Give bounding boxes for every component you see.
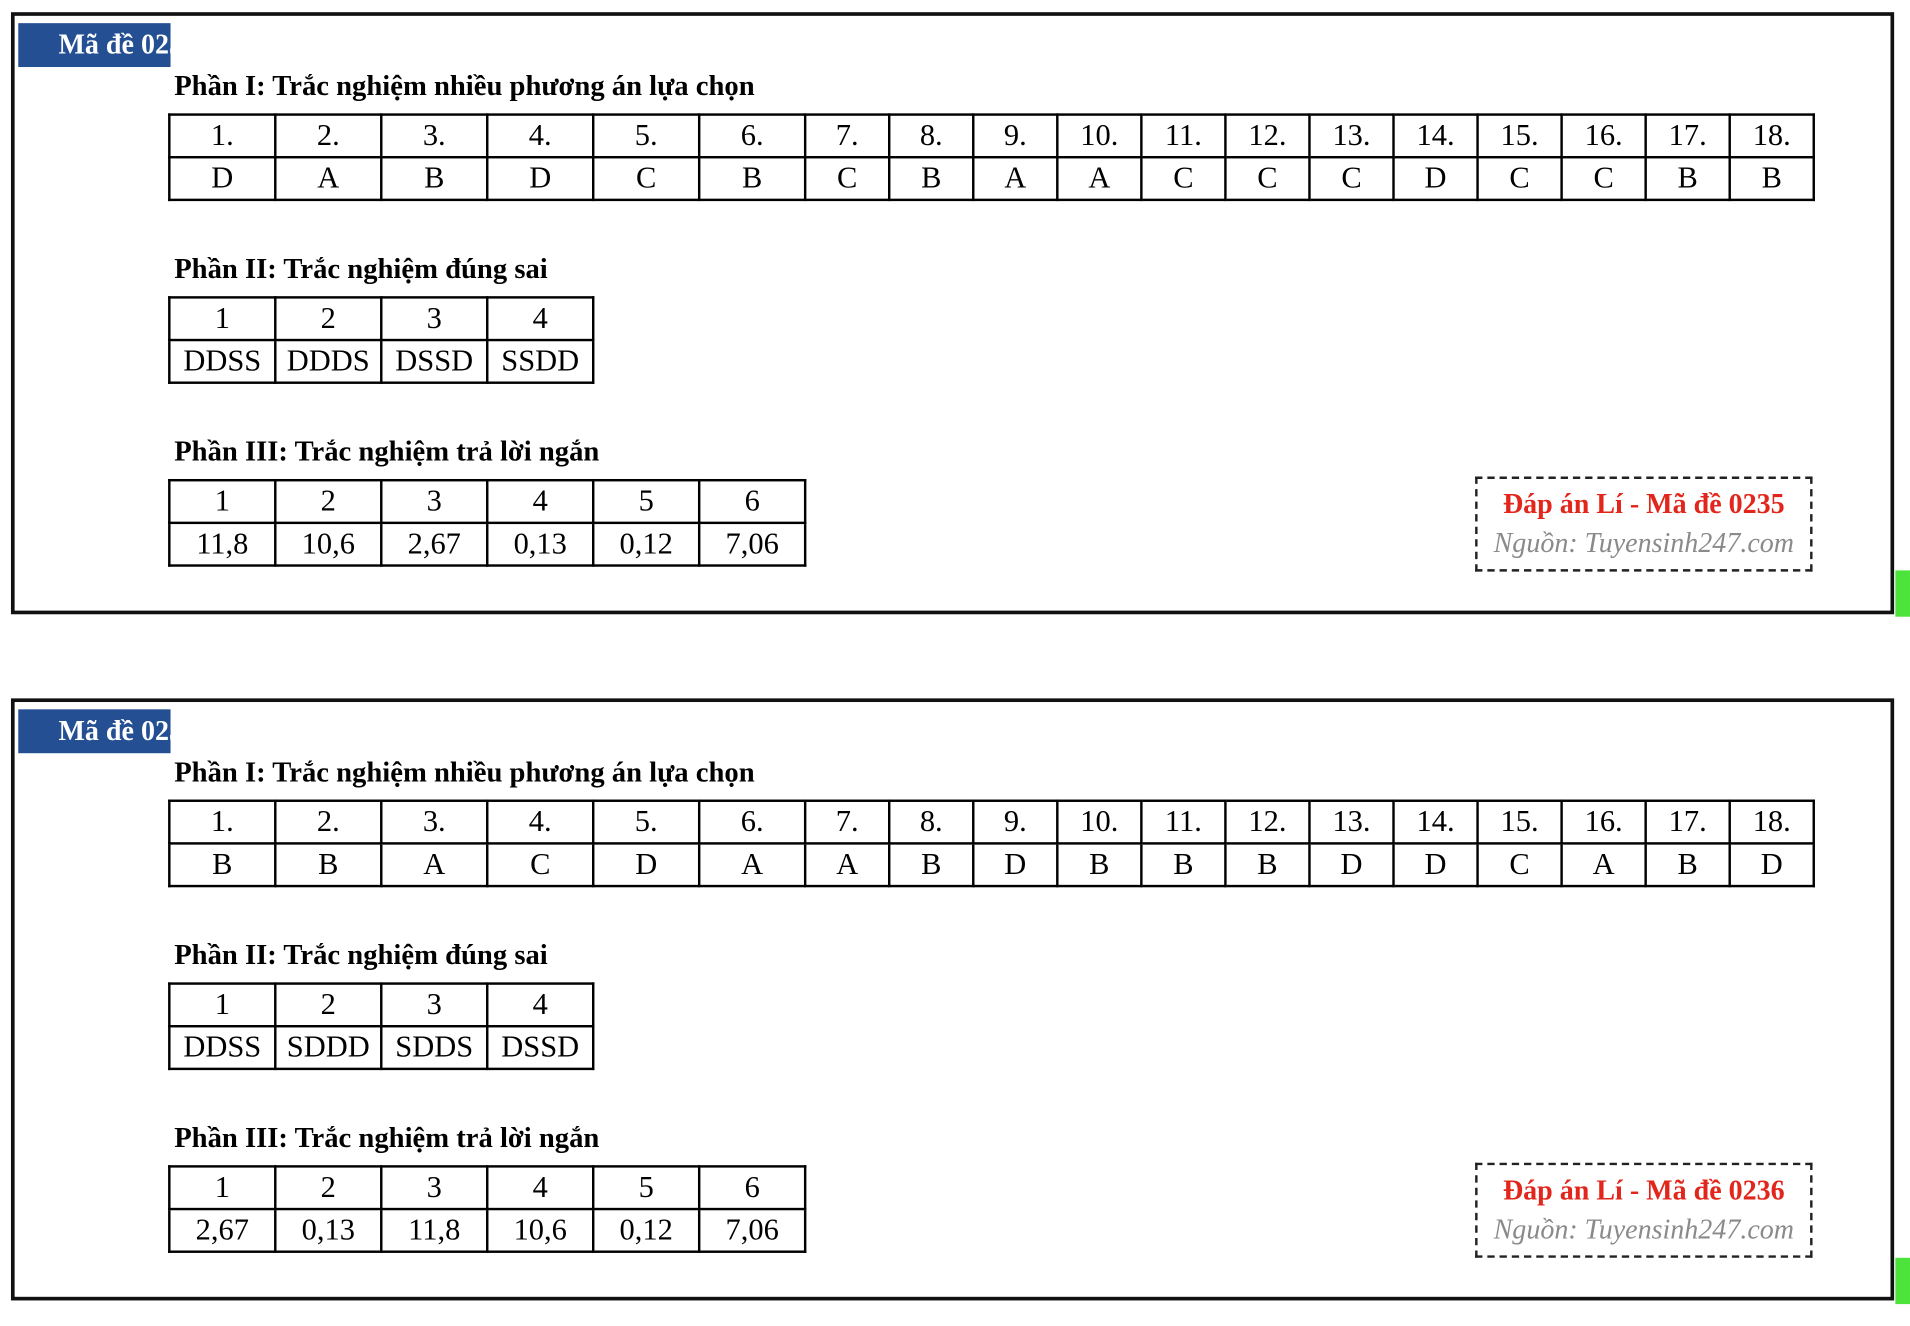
part3-answer-row [169, 1209, 805, 1252]
answer-cell: 0,12 [593, 523, 699, 566]
question-number: 17. [1646, 115, 1730, 158]
part2-table [168, 982, 594, 1070]
question-number: 1. [169, 801, 275, 844]
answer-cell: 7,06 [699, 523, 805, 566]
answer-cell: A [381, 843, 487, 886]
question-number: 7. [805, 115, 889, 158]
answer-cell: C [1478, 157, 1562, 200]
question-number: 5. [593, 115, 699, 158]
answer-cell: A [699, 843, 805, 886]
question-number: 5. [593, 801, 699, 844]
answer-cell: D [1730, 843, 1814, 886]
question-number: 1 [169, 1166, 275, 1209]
answer-cell: C [1225, 157, 1309, 200]
question-number: 8. [889, 115, 973, 158]
question-number: 2 [275, 297, 381, 340]
answer-cell: C [487, 843, 593, 886]
question-number: 11. [1141, 115, 1225, 158]
question-number: 4. [487, 801, 593, 844]
question-number: 13. [1309, 801, 1393, 844]
answer-cell: B [1225, 843, 1309, 886]
source-title: Đáp án Lí - Mã đề 0236 [1502, 1174, 1785, 1206]
part1-title: Phần I: Trắc nghiệm nhiều phương án lựa chọn [174, 70, 755, 103]
answer-cell: B [889, 843, 973, 886]
question-number: 3 [381, 297, 487, 340]
question-number: 10. [1057, 801, 1141, 844]
question-number: 8. [889, 801, 973, 844]
answer-cell: D [487, 157, 593, 200]
question-number: 12. [1225, 115, 1309, 158]
source-url: Nguồn: Tuyensinh247.com [1493, 1213, 1795, 1245]
question-number: 16. [1562, 801, 1646, 844]
question-number: 4 [487, 297, 593, 340]
part2-answer-row [169, 340, 593, 383]
question-number: 2 [275, 1166, 381, 1209]
answer-cell: B [381, 157, 487, 200]
part1-answer-row [169, 843, 1813, 886]
part3-answer-row [169, 523, 805, 566]
answer-cell: C [1562, 157, 1646, 200]
question-number: 3. [381, 801, 487, 844]
answer-cell: A [973, 157, 1057, 200]
answer-cell: C [1141, 157, 1225, 200]
question-number: 2 [275, 984, 381, 1027]
answer-cell: 11,8 [169, 523, 275, 566]
answer-cell: 0,13 [275, 1209, 381, 1252]
exam-code-tab: Mã đề 0236 [18, 709, 170, 753]
answer-cell: 0,13 [487, 523, 593, 566]
answer-cell: C [805, 157, 889, 200]
edge-marker [1895, 570, 1910, 616]
answer-cell: B [169, 843, 275, 886]
answer-cell: D [169, 157, 275, 200]
question-number: 3 [381, 1166, 487, 1209]
question-number: 4. [487, 115, 593, 158]
part2-number-row [169, 297, 593, 340]
question-number: 4 [487, 984, 593, 1027]
answer-cell: B [1730, 157, 1814, 200]
part1-answer-row [169, 157, 1813, 200]
part1-number-row [169, 801, 1813, 844]
answer-cell: 10,6 [275, 523, 381, 566]
answer-cell: B [1646, 843, 1730, 886]
question-number: 13. [1309, 115, 1393, 158]
answer-cell: D [973, 843, 1057, 886]
part3-table [168, 479, 806, 567]
answer-cell: 0,12 [593, 1209, 699, 1252]
answer-cell: C [593, 157, 699, 200]
answer-cell: A [1057, 157, 1141, 200]
answer-cell: DSSD [381, 340, 487, 383]
part3-number-row [169, 1166, 805, 1209]
question-number: 15. [1478, 115, 1562, 158]
question-number: 4 [487, 480, 593, 523]
source-box [1475, 477, 1812, 572]
question-number: 3 [381, 984, 487, 1027]
question-number: 9. [973, 801, 1057, 844]
part2-number-row [169, 984, 593, 1027]
answer-sheet [11, 698, 1894, 1300]
question-number: 1 [169, 984, 275, 1027]
answer-cell: SSDD [487, 340, 593, 383]
part1-number-row [169, 115, 1813, 158]
question-number: 5 [593, 1166, 699, 1209]
question-number: 7. [805, 801, 889, 844]
question-number: 18. [1730, 801, 1814, 844]
question-number: 9. [973, 115, 1057, 158]
answer-cell: C [1309, 157, 1393, 200]
answer-cell: DSSD [487, 1026, 593, 1069]
answer-cell: A [1562, 843, 1646, 886]
answer-cell: D [593, 843, 699, 886]
question-number: 15. [1478, 801, 1562, 844]
part3-table [168, 1165, 806, 1253]
answer-cell: B [1057, 843, 1141, 886]
answer-cell: B [699, 157, 805, 200]
question-number: 5 [593, 480, 699, 523]
answer-cell: D [1394, 157, 1478, 200]
answer-cell: 7,06 [699, 1209, 805, 1252]
answer-cell: 11,8 [381, 1209, 487, 1252]
question-number: 18. [1730, 115, 1814, 158]
question-number: 11. [1141, 801, 1225, 844]
answer-cell: 2,67 [381, 523, 487, 566]
part2-title: Phần II: Trắc nghiệm đúng sai [174, 253, 548, 286]
part2-title: Phần II: Trắc nghiệm đúng sai [174, 939, 548, 972]
edge-marker [1895, 1258, 1910, 1304]
part3-title: Phần III: Trắc nghiệm trả lời ngắn [174, 436, 600, 469]
part3-title: Phần III: Trắc nghiệm trả lời ngắn [174, 1122, 600, 1155]
answer-cell: 2,67 [169, 1209, 275, 1252]
question-number: 17. [1646, 801, 1730, 844]
question-number: 4 [487, 1166, 593, 1209]
question-number: 6. [699, 115, 805, 158]
source-url: Nguồn: Tuyensinh247.com [1493, 527, 1795, 559]
answer-cell: SDDD [275, 1026, 381, 1069]
answer-cell: A [275, 157, 381, 200]
source-box [1475, 1163, 1812, 1258]
answer-cell: D [1309, 843, 1393, 886]
answer-cell: DDSS [169, 340, 275, 383]
part1-table [168, 113, 1815, 201]
question-number: 6 [699, 1166, 805, 1209]
answer-cell: DDDS [275, 340, 381, 383]
answer-sheet [11, 12, 1894, 614]
answer-cell: B [275, 843, 381, 886]
answer-cell: SDDS [381, 1026, 487, 1069]
answer-cell: B [889, 157, 973, 200]
part2-table [168, 296, 594, 384]
part1-table [168, 800, 1815, 888]
question-number: 14. [1394, 801, 1478, 844]
question-number: 2. [275, 801, 381, 844]
question-number: 6. [699, 801, 805, 844]
question-number: 1. [169, 115, 275, 158]
answer-cell: B [1141, 843, 1225, 886]
question-number: 1 [169, 297, 275, 340]
question-number: 6 [699, 480, 805, 523]
part2-answer-row [169, 1026, 593, 1069]
answer-cell: B [1646, 157, 1730, 200]
answer-cell: 10,6 [487, 1209, 593, 1252]
answer-cell: D [1394, 843, 1478, 886]
question-number: 16. [1562, 115, 1646, 158]
part1-title: Phần I: Trắc nghiệm nhiều phương án lựa chọn [174, 756, 755, 789]
question-number: 2 [275, 480, 381, 523]
answer-cell: C [1478, 843, 1562, 886]
answer-cell: DDSS [169, 1026, 275, 1069]
question-number: 12. [1225, 801, 1309, 844]
answer-cell: A [805, 843, 889, 886]
question-number: 3. [381, 115, 487, 158]
part3-number-row [169, 480, 805, 523]
exam-code-tab: Mã đề 0235 [18, 23, 170, 67]
question-number: 14. [1394, 115, 1478, 158]
question-number: 1 [169, 480, 275, 523]
question-number: 10. [1057, 115, 1141, 158]
source-title: Đáp án Lí - Mã đề 0235 [1502, 488, 1785, 520]
question-number: 2. [275, 115, 381, 158]
question-number: 3 [381, 480, 487, 523]
